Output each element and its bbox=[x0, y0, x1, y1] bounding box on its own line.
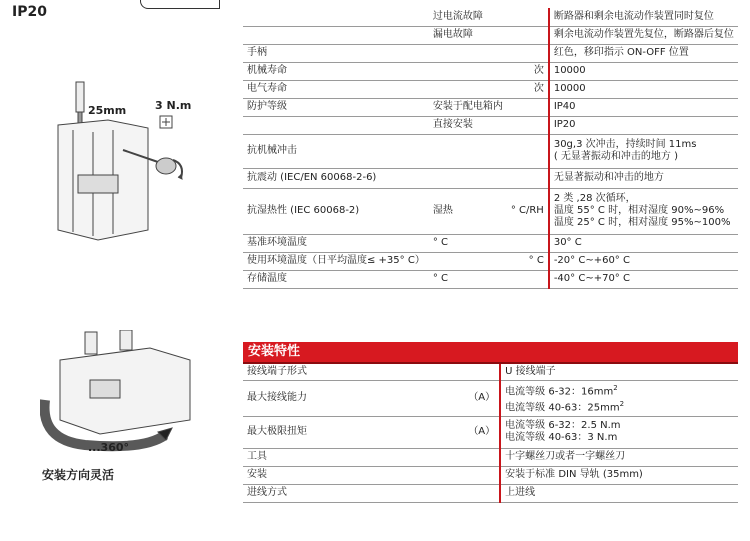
row-label: 工具 bbox=[243, 448, 464, 466]
row-label: 使用环境温度（日平均温度≤ +35° C） bbox=[243, 252, 429, 270]
row-label: 安装 bbox=[243, 466, 464, 484]
value-line: 电流等级 40-63：3 N.m bbox=[505, 432, 618, 443]
table-row bbox=[243, 364, 738, 380]
row-value: IP40 bbox=[549, 98, 738, 116]
row-unit bbox=[507, 116, 549, 134]
row-unit bbox=[464, 484, 500, 502]
row-sublabel bbox=[429, 252, 507, 270]
row-unit: ° C bbox=[507, 252, 549, 270]
row-value bbox=[500, 380, 738, 416]
table-row bbox=[243, 416, 738, 448]
row-unit bbox=[507, 134, 549, 168]
table-row bbox=[243, 252, 738, 270]
install-orientation-caption: 安装方向灵活 bbox=[42, 468, 115, 482]
row-value: 30g,3 次冲击，持续时间 11ms ( 无显著振动和冲击的地方 ) bbox=[549, 134, 738, 168]
row-value: 10000 bbox=[549, 62, 738, 80]
row-label: 接线端子形式 bbox=[243, 364, 464, 380]
row-value: 断路器和剩余电流动作装置同时复位 bbox=[549, 8, 738, 26]
row-value: 上进线 bbox=[500, 484, 738, 502]
table-row bbox=[243, 26, 738, 44]
rotation-label: ...360° bbox=[88, 441, 129, 454]
row-unit bbox=[464, 364, 500, 380]
row-sublabel: 漏电故障 bbox=[429, 26, 507, 44]
breaker-rotation-illustration bbox=[40, 330, 205, 455]
table-row bbox=[243, 466, 738, 484]
row-unit: （A） bbox=[464, 380, 500, 416]
row-unit: （A） bbox=[464, 416, 500, 448]
row-sublabel bbox=[429, 62, 507, 80]
row-label: 进线方式 bbox=[243, 484, 464, 502]
install-table bbox=[243, 364, 738, 503]
row-sublabel bbox=[429, 44, 507, 62]
wire-strip-length: 25mm bbox=[88, 104, 127, 117]
row-value: U 接线端子 bbox=[500, 364, 738, 380]
row-value: -40° C~+70° C bbox=[549, 270, 738, 288]
ip-rating-label: IP20 bbox=[12, 4, 47, 20]
table-row bbox=[243, 98, 738, 116]
value-line: 电流等级 6-32：2.5 N.m bbox=[505, 420, 621, 431]
row-label: 防护等级 bbox=[243, 98, 429, 116]
row-value: 2 类 ,28 次循环， 温度 55° C 时，相对湿度 90%~96% 温度 25° C 时，相对湿度 95%~100% bbox=[549, 188, 738, 234]
row-value: 10000 bbox=[549, 80, 738, 98]
row-value: -20° C~+60° C bbox=[549, 252, 738, 270]
table-row bbox=[243, 270, 738, 288]
row-label: 最大接线能力 bbox=[243, 380, 464, 416]
row-unit bbox=[507, 44, 549, 62]
install-section-title: 安装特性 bbox=[243, 342, 738, 362]
row-sublabel bbox=[429, 168, 507, 188]
row-label: 手柄 bbox=[243, 44, 429, 62]
row-sublabel: 湿热 bbox=[429, 188, 507, 234]
row-value: 无显著振动和冲击的地方 bbox=[549, 168, 738, 188]
row-unit bbox=[507, 234, 549, 252]
row-sublabel: ° C bbox=[429, 270, 507, 288]
row-value: 30° C bbox=[549, 234, 738, 252]
row-sublabel: 过电流故障 bbox=[429, 8, 507, 26]
table-row bbox=[243, 234, 738, 252]
row-unit bbox=[507, 168, 549, 188]
row-value: 剩余电流动作装置先复位，断路器后复位 bbox=[549, 26, 738, 44]
table-row bbox=[243, 134, 738, 168]
table-row bbox=[243, 116, 738, 134]
row-sublabel bbox=[429, 80, 507, 98]
table-row bbox=[243, 448, 738, 466]
table-row bbox=[243, 8, 738, 26]
row-label: 抗机械冲击 bbox=[243, 134, 429, 168]
row-label: 抗湿热性 (IEC 60068-2) bbox=[243, 188, 429, 234]
row-value: IP20 bbox=[549, 116, 738, 134]
spec-table-top bbox=[243, 8, 738, 289]
row-unit: 次 bbox=[507, 80, 549, 98]
table-row bbox=[243, 380, 738, 416]
row-label bbox=[243, 8, 429, 26]
row-sublabel: 安装于配电箱内 bbox=[429, 98, 507, 116]
row-sublabel: 直接安装 bbox=[429, 116, 507, 134]
row-label: 基准环境温度 bbox=[243, 234, 429, 252]
torque-value: 3 N.m bbox=[155, 99, 192, 112]
row-label bbox=[243, 116, 429, 134]
row-label: 电气寿命 bbox=[243, 80, 429, 98]
row-label: 最大极限扭矩 bbox=[243, 416, 464, 448]
row-unit bbox=[464, 466, 500, 484]
row-label: 存储温度 bbox=[243, 270, 429, 288]
table-row bbox=[243, 188, 738, 234]
table-row bbox=[243, 484, 738, 502]
row-value: 红色，移印指示 ON-OFF 位置 bbox=[549, 44, 738, 62]
row-label bbox=[243, 26, 429, 44]
value-line: 电流等级 6-32：$16mm^2$ bbox=[505, 383, 618, 397]
row-unit bbox=[464, 448, 500, 466]
row-unit bbox=[507, 8, 549, 26]
row-unit bbox=[507, 26, 549, 44]
row-value: 十字螺丝刀或者一字螺丝刀 bbox=[500, 448, 738, 466]
table-row bbox=[243, 80, 738, 98]
row-unit bbox=[507, 270, 549, 288]
value-line: 电流等级 40-63：$25mm^2$ bbox=[505, 400, 625, 414]
row-unit bbox=[507, 98, 549, 116]
table-row bbox=[243, 168, 738, 188]
row-label: 抗震动 (IEC/EN 60068-2-6) bbox=[243, 168, 429, 188]
row-sublabel bbox=[429, 134, 507, 168]
row-unit: ° C/RH bbox=[507, 188, 549, 234]
row-unit: 次 bbox=[507, 62, 549, 80]
row-label: 机械寿命 bbox=[243, 62, 429, 80]
decorative-corner-line bbox=[140, 0, 220, 9]
row-value: 安装于标准 DIN 导轨 (35mm) bbox=[500, 466, 738, 484]
row-value bbox=[500, 416, 738, 448]
table-row bbox=[243, 44, 738, 62]
row-sublabel: ° C bbox=[429, 234, 507, 252]
table-row bbox=[243, 62, 738, 80]
